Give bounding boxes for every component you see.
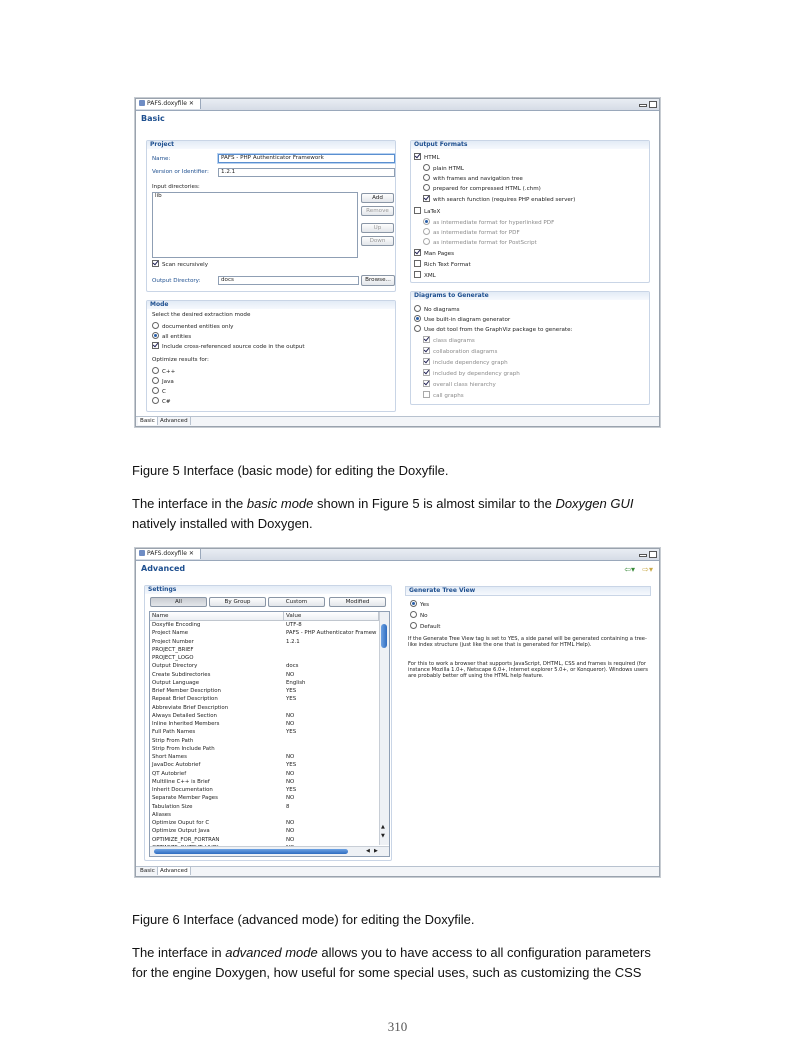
tree-view-default-radio[interactable]: Default [410, 622, 440, 631]
down-button[interactable]: Down [361, 236, 394, 246]
checkbox-icon [423, 347, 430, 354]
latex-hyper-pdf-radio[interactable]: as intermediate format for hyperlinked PDF [423, 218, 554, 227]
dot-tool-radio[interactable]: Use dot tool from the GraphViz package to generate: [414, 325, 572, 334]
checkbox-icon [423, 391, 430, 398]
table-row[interactable] [150, 704, 379, 712]
scroll-up-icon[interactable]: ▲ [381, 824, 385, 830]
setting-name: Inherit Documentation [152, 787, 213, 793]
radio-icon [414, 315, 421, 322]
setting-name: Short Names [152, 754, 187, 760]
page-number: 310 [387, 1019, 408, 1034]
setting-value[interactable]: UTF-8 [286, 622, 302, 628]
table-row[interactable] [150, 728, 379, 736]
tree-view-no-radio[interactable]: No [410, 611, 428, 620]
table-row[interactable] [150, 629, 379, 637]
setting-value[interactable]: YES [286, 696, 297, 703]
included-by-checkbox[interactable]: included by dependency graph [423, 369, 520, 378]
setting-name: Brief Member Description [152, 688, 221, 694]
generate-tree-view-section [404, 585, 652, 861]
checkbox-icon [423, 358, 430, 365]
latex-checkbox[interactable]: LaTeX [414, 207, 440, 216]
table-row[interactable] [150, 819, 379, 827]
setting-name: Output Language [152, 679, 200, 686]
mode-header: Mode [147, 301, 395, 309]
editor-tabbar [136, 549, 659, 561]
tab-basic[interactable]: Basic [138, 417, 158, 425]
table-row[interactable] [150, 737, 379, 745]
checkbox-icon [414, 249, 421, 256]
doxyfile-icon [139, 550, 145, 556]
figure-advanced-screenshot [135, 548, 660, 877]
checkbox-icon [414, 207, 421, 214]
chm-radio[interactable]: prepared for compressed HTML (.chm) [423, 184, 541, 193]
table-row[interactable] [150, 695, 379, 703]
table-row[interactable] [150, 687, 379, 695]
radio-icon [423, 184, 430, 191]
figure-basic-screenshot [135, 98, 660, 427]
version-input[interactable]: 1.2.1 [218, 168, 395, 177]
output-formats-header: Output Formats [411, 141, 649, 149]
editor-tab[interactable]: PAFS.doxyfile ✕ [136, 549, 201, 559]
doxyfile-icon [139, 100, 145, 106]
setting-value[interactable]: NO [286, 721, 295, 727]
setting-name: Inline Inherited Members [152, 721, 220, 727]
table-row[interactable] [150, 761, 379, 769]
setting-name: Strip From Path [152, 737, 194, 744]
version-label: Version or Identifier: [152, 169, 209, 175]
scan-recursively-checkbox[interactable]: Scan recursively [152, 260, 208, 269]
setting-name: Optimize Output Java [152, 828, 210, 835]
frames-radio[interactable]: with frames and navigation tree [423, 174, 523, 183]
table-row[interactable] [150, 679, 379, 687]
table-row[interactable] [150, 646, 379, 654]
browse-button[interactable]: Browse... [361, 275, 395, 286]
form-title: Advanced [141, 564, 186, 573]
input-dirs-label: Input directories: [152, 184, 200, 190]
output-dir-input[interactable]: docs [218, 276, 359, 285]
setting-name: Multiline C++ is Brief [152, 778, 210, 785]
vertical-scrollbar[interactable] [379, 612, 389, 845]
setting-name: Tabulation Size [152, 803, 193, 810]
documented-only-radio[interactable]: documented entities only [152, 322, 233, 331]
radio-icon [414, 305, 421, 312]
setting-value[interactable]: NO [286, 712, 295, 719]
name-input[interactable]: PAFS - PHP Authenticator Framework [218, 154, 395, 163]
close-icon[interactable]: ✕ [188, 100, 194, 107]
plain-html-radio[interactable]: plain HTML [423, 164, 464, 173]
rtf-checkbox[interactable]: Rich Text Format [414, 260, 471, 269]
table-row[interactable] [150, 811, 379, 819]
call-graphs-checkbox[interactable]: call graphs [423, 391, 464, 400]
figure-6-caption: Figure 6 Interface (advanced mode) for editing the Doxyfile. [132, 912, 475, 927]
radio-icon [423, 164, 430, 171]
radio-icon [423, 218, 430, 225]
setting-name: Separate Member Pages [152, 795, 218, 802]
checkbox-icon [414, 153, 421, 160]
setting-value[interactable]: PAFS - PHP Authenticator Framew [286, 630, 377, 637]
class-diagrams-checkbox[interactable]: class diagrams [423, 336, 475, 345]
tab-advanced[interactable]: Advanced [158, 417, 191, 425]
include-dependency-checkbox[interactable]: include dependency graph [423, 358, 508, 367]
scroll-down-icon[interactable]: ▼ [381, 833, 385, 839]
diagrams-header: Diagrams to Generate [411, 292, 649, 300]
editor-tab[interactable]: PAFS.doxyfile ✕ [136, 99, 201, 109]
paragraph-advanced-mode: The interface in advanced mode allows you to have access to all configuration parameters for the engine Doxygen, how useful for some special uses, such as customizing the CSS [132, 945, 651, 980]
bottom-tabs [136, 866, 659, 876]
figure-5-caption: Figure 5 Interface (basic mode) for editing the Doxyfile. [132, 463, 449, 478]
radio-icon [152, 332, 159, 339]
checkbox-icon [414, 271, 421, 278]
class-hierarchy-checkbox[interactable]: overall class hierarchy [423, 380, 496, 389]
h-scroll-thumb[interactable] [154, 849, 348, 854]
minimize-icon[interactable] [639, 104, 647, 107]
radio-icon [152, 367, 159, 374]
horizontal-scrollbar[interactable] [150, 846, 389, 856]
optimize-java-radio[interactable]: Java [152, 377, 174, 386]
input-dir-item[interactable]: lib [155, 193, 162, 199]
setting-value[interactable]: YES [286, 729, 297, 736]
table-row[interactable] [150, 786, 379, 794]
search-function-checkbox[interactable]: with search function (requires PHP enabled server) [423, 195, 575, 204]
filter-bygroup-button[interactable]: By Group [209, 597, 266, 607]
man-pages-checkbox[interactable]: Man Pages [414, 249, 454, 258]
checkbox-icon [414, 260, 421, 267]
optimize-cs-radio[interactable]: C# [152, 397, 171, 406]
name-label: Name: [152, 156, 171, 162]
tree-view-description-2: For this to work a browser that supports JavaScript, DHTML, CSS and frames is required (for instance Mozilla 1.0+, Netscape 6.0+, Internet explorer 5.0+, or Konqueror). Windows users are probably better off using the HTML help feature. [408, 661, 648, 680]
radio-icon [423, 238, 430, 245]
filter-modified-button[interactable]: Modified [329, 597, 386, 607]
tab-advanced[interactable]: Advanced [158, 867, 191, 875]
setting-name: JavaDoc Autobrief [152, 762, 201, 769]
tree-view-description-1: If the Generate Tree View tag is set to YES, a side panel will be generated containing a tree-like index structure (just like the one that is generated for HTML Help). [408, 636, 647, 649]
setting-value[interactable]: NO [286, 754, 295, 760]
table-row[interactable] [150, 662, 379, 670]
radio-icon [423, 174, 430, 181]
setting-value[interactable]: 8 [286, 803, 290, 810]
setting-value[interactable]: NO [286, 820, 295, 826]
generate-tree-view-header: Generate Tree View [405, 586, 651, 596]
radio-icon [414, 325, 421, 332]
minimize-icon[interactable] [639, 554, 647, 557]
settings-header: Settings [145, 586, 391, 594]
maximize-icon[interactable] [649, 101, 657, 108]
include-xref-checkbox[interactable]: Include cross-referenced source code in the output [152, 342, 305, 351]
setting-value[interactable]: English [286, 679, 306, 686]
radio-icon [152, 387, 159, 394]
tree-view-yes-radio[interactable]: Yes [410, 600, 429, 609]
setting-value[interactable]: NO [286, 778, 295, 785]
latex-ps-radio[interactable]: as intermediate format for PostScript [423, 238, 537, 247]
diagrams-section [410, 291, 650, 405]
column-name[interactable]: Name [150, 612, 284, 620]
radio-icon [152, 397, 159, 404]
setting-name: PROJECT_LOGO [152, 655, 194, 661]
form-title: Basic [141, 114, 165, 123]
table-row[interactable] [150, 794, 379, 802]
settings-table [149, 611, 390, 857]
radio-icon [423, 228, 430, 235]
html-checkbox[interactable]: HTML [414, 153, 440, 162]
checkbox-icon [152, 260, 159, 267]
optimize-c-radio[interactable]: C [152, 387, 166, 396]
forward-nav-icon[interactable]: ⇨▾ [642, 565, 653, 574]
table-row[interactable] [150, 654, 379, 662]
setting-name: Project Name [152, 630, 189, 637]
radio-icon [410, 611, 417, 618]
close-icon[interactable]: ✕ [188, 550, 194, 557]
output-formats-section [410, 140, 650, 283]
project-section [146, 140, 396, 292]
setting-value[interactable]: docs [286, 663, 299, 670]
filter-all-button[interactable]: All [150, 597, 207, 607]
project-header: Project [147, 141, 395, 149]
setting-value[interactable]: NO [286, 671, 295, 678]
input-dirs-list[interactable] [152, 192, 358, 258]
radio-icon [410, 622, 417, 629]
editor-tabbar [136, 99, 659, 111]
table-body [150, 621, 379, 844]
all-entities-radio[interactable]: all entities [152, 332, 191, 341]
setting-value[interactable]: NO [286, 836, 295, 843]
table-row[interactable] [150, 770, 379, 778]
radio-icon [152, 377, 159, 384]
checkbox-icon [423, 336, 430, 343]
table-row[interactable] [150, 621, 379, 629]
setting-name: Always Detailed Section [152, 712, 217, 719]
up-button[interactable]: Up [361, 223, 394, 233]
setting-value[interactable]: NO [286, 828, 295, 835]
setting-name: PROJECT_BRIEF [152, 646, 194, 653]
remove-button[interactable]: Remove [361, 206, 394, 216]
setting-name: Full Path Names [152, 729, 196, 736]
mode-section [146, 300, 396, 412]
optimize-label: Optimize results for: [152, 357, 209, 363]
maximize-icon[interactable] [649, 551, 657, 558]
setting-name: QT Autobrief [152, 770, 187, 777]
setting-name: Repeat Brief Description [152, 696, 218, 703]
setting-name: Create Subdirectories [152, 671, 211, 678]
table-row[interactable] [150, 671, 379, 679]
table-row[interactable] [150, 745, 379, 753]
scroll-left-icon[interactable]: ◀ [366, 848, 370, 854]
filter-custom-button[interactable]: Custom [268, 597, 325, 607]
back-nav-icon[interactable]: ⇦▾ [624, 565, 635, 574]
table-row[interactable] [150, 638, 379, 646]
bottom-tabs [136, 416, 659, 426]
setting-value[interactable]: YES [286, 762, 297, 769]
setting-name: Strip From Include Path [152, 745, 215, 752]
xml-checkbox[interactable]: XML [414, 271, 436, 280]
extraction-mode-label: Select the desired extraction mode [152, 312, 251, 318]
tab-basic[interactable]: Basic [138, 867, 158, 875]
setting-name: Doxyfile Encoding [152, 622, 201, 628]
table-row[interactable] [150, 753, 379, 761]
table-row[interactable] [150, 778, 379, 786]
scroll-thumb[interactable] [381, 624, 387, 648]
setting-name: Project Number [152, 638, 194, 645]
setting-value[interactable]: NO [286, 770, 295, 777]
table-header [150, 612, 379, 621]
paragraph-basic-mode: The interface in the basic mode shown in Figure 5 is almost similar to the Doxygen GUI natively installed with Doxygen. [132, 496, 634, 531]
scroll-right-icon[interactable]: ▶ [374, 848, 378, 854]
optimize-cpp-radio[interactable]: C++ [152, 367, 175, 376]
setting-value[interactable]: YES [286, 688, 297, 694]
builtin-generator-radio[interactable]: Use built-in diagram generator [414, 315, 510, 324]
checkbox-icon [152, 342, 159, 349]
add-button[interactable]: Add [361, 193, 394, 203]
checkbox-icon [423, 195, 430, 202]
table-row[interactable] [150, 836, 379, 844]
setting-value[interactable]: YES [286, 787, 297, 793]
setting-name: Optimize Ouput for C [152, 820, 210, 826]
setting-name: Aliases [152, 811, 171, 818]
table-row[interactable] [150, 803, 379, 811]
no-diagrams-radio[interactable]: No diagrams [414, 305, 460, 314]
table-row[interactable] [150, 720, 379, 728]
settings-section [144, 585, 392, 861]
column-value[interactable]: Value [284, 612, 379, 620]
checkbox-icon [423, 380, 430, 387]
setting-value[interactable]: 1.2.1 [286, 638, 300, 645]
collaboration-diagrams-checkbox[interactable]: collaboration diagrams [423, 347, 497, 356]
setting-name: Output Directory [152, 663, 198, 670]
setting-name: Abbreviate Brief Description [152, 704, 229, 711]
table-row[interactable] [150, 712, 379, 720]
setting-name: OPTIMIZE_FOR_FORTRAN [152, 836, 220, 843]
latex-pdf-radio[interactable]: as intermediate format for PDF [423, 228, 520, 237]
output-dir-label: Output Directory: [152, 278, 201, 284]
checkbox-icon [423, 369, 430, 376]
setting-value[interactable]: NO [286, 795, 295, 802]
table-row[interactable] [150, 827, 379, 835]
radio-icon [152, 322, 159, 329]
radio-icon [410, 600, 417, 607]
